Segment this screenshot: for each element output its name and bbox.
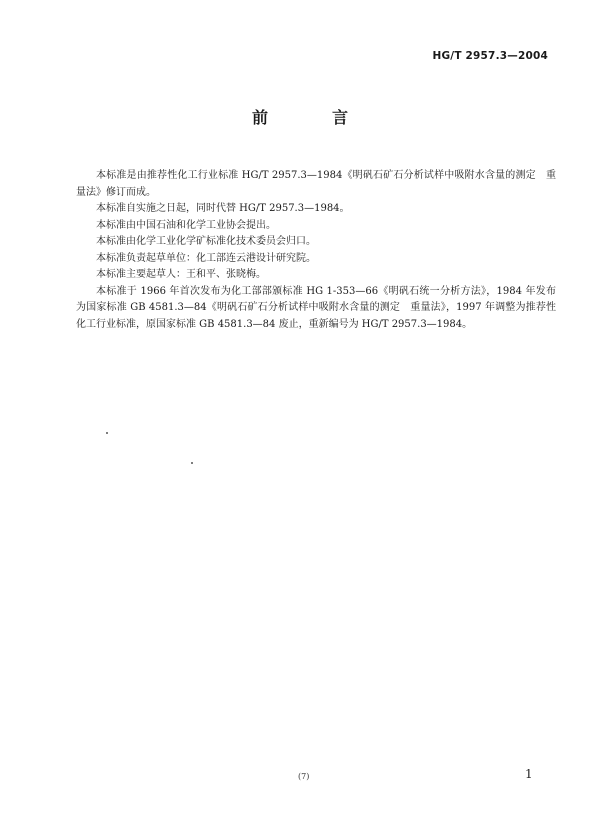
- foreword-body: [76, 168, 556, 333]
- paragraph-replacement: 本标准自实施之日起，同时代替 HG/T 2957.3—1984。: [96, 203, 350, 214]
- scan-speck: [191, 462, 193, 464]
- page-number: 1: [525, 767, 533, 781]
- paragraph-drafting-unit: 本标准负责起草单位：化工部连云港设计研究院。: [96, 252, 316, 264]
- paragraph-history: 本标准于 1966 年首次发布为化工部部颁标准 HG 1-353—66《明矾石统一分析方法》，1984 年发布为国家标准 GB 4581.3—84《明矾石矿石分析试样中吸附水含量的测定 重量法》，1997 年调整为推荐性化工行业标准，原国家标准 GB 4581.3—84 废止，重新编号为 HG/T 2957.3—1984。: [76, 285, 556, 330]
- paragraph-drafters: 本标准主要起草人：王和平、张晓梅。: [96, 269, 266, 280]
- page-mark: (7): [298, 772, 310, 781]
- page-title: 前 言: [251, 108, 372, 127]
- paragraph-committee: 本标准由化学工业化学矿标准化技术委员会归口。: [96, 236, 316, 247]
- scan-speck: [106, 432, 108, 434]
- paragraph-proposer: 本标准由中国石油和化学工业协会提出。: [96, 219, 276, 231]
- paragraph-revision-source: 本标准是由推荐性化工行业标准 HG/T 2957.3—1984《明矾石矿石分析试样中吸附水含量的测定 重量法》修订而成。: [76, 170, 556, 198]
- standard-code: HG/T 2957.3—2004: [432, 50, 548, 62]
